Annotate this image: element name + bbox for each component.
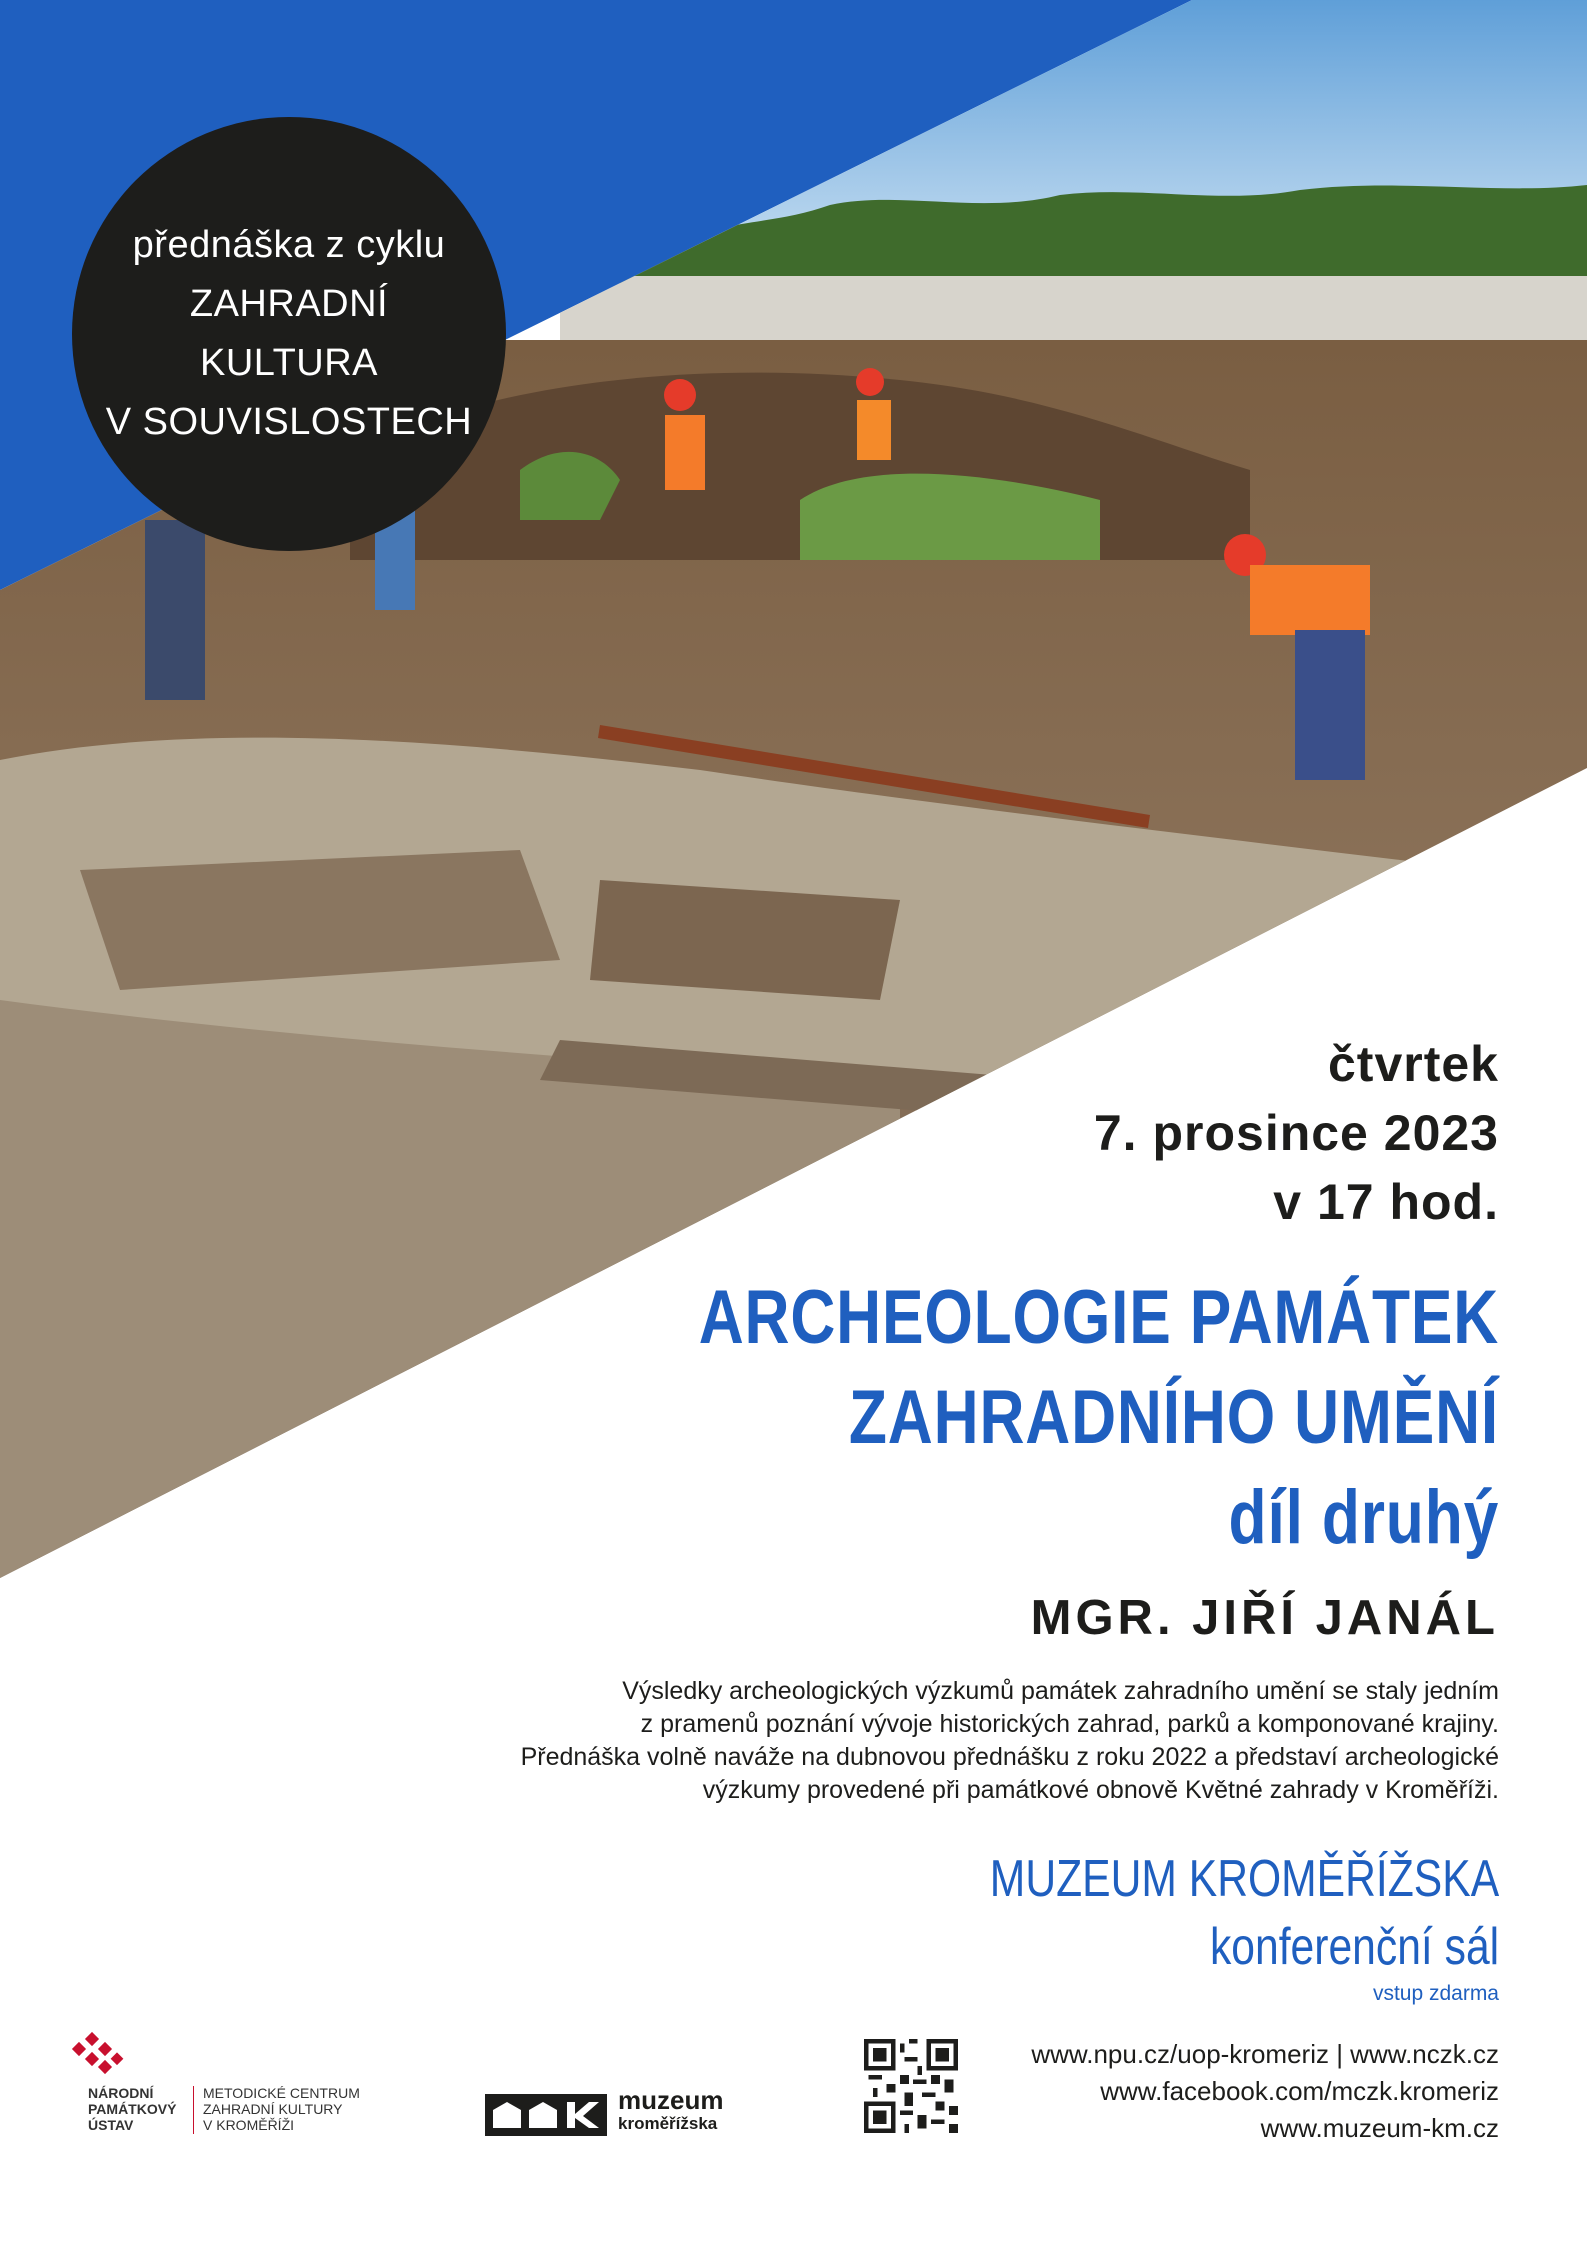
- center-line: METODICKÉ CENTRUM: [203, 2085, 360, 2101]
- npu-line: NÁRODNÍ: [88, 2085, 154, 2101]
- museum-logo-name: muzeum: [618, 2085, 724, 2115]
- methodical-center-name: [203, 2085, 360, 2133]
- link-facebook[interactable]: www.facebook.com/mczk.kromeriz: [1100, 2076, 1499, 2106]
- title-line-2: ZAHRADNÍHO UMĚNÍ: [848, 1375, 1499, 1460]
- series-line-4: V SOUVISLOSTECH: [105, 401, 473, 443]
- lecture-series-badge: [72, 117, 506, 551]
- lecture-title: [699, 1268, 1499, 1568]
- link-npu-nczk[interactable]: www.npu.cz/uop-kromeriz | www.nczk.cz: [1031, 2039, 1499, 2069]
- series-line-3: KULTURA: [199, 342, 379, 384]
- event-time: v 17 hod.: [1273, 1174, 1499, 1230]
- event-datetime: [1094, 1030, 1499, 1237]
- admission-note: vstup zdarma: [1372, 1982, 1499, 2005]
- title-part: díl druhý: [1228, 1475, 1499, 1560]
- museum-logo-subtitle: kroměřížska: [618, 2114, 718, 2133]
- event-day: čtvrtek: [1328, 1036, 1499, 1092]
- lecture-description: [319, 1675, 1499, 1807]
- link-muzeum[interactable]: www.muzeum-km.cz: [1260, 2113, 1499, 2143]
- center-line: V KROMĚŘÍŽI: [203, 2117, 295, 2133]
- series-line-2: ZAHRADNÍ: [189, 283, 389, 325]
- venue-room: konferenční sál: [1209, 1918, 1499, 1976]
- event-date: 7. prosince 2023: [1093, 1105, 1499, 1161]
- qr-code-icon[interactable]: [864, 2039, 958, 2133]
- venue: [990, 1845, 1499, 1981]
- description-line: z pramenů poznání vývoje historických zahrad, parků a komponované krajiny.: [640, 1710, 1499, 1738]
- npu-name: [88, 2085, 176, 2133]
- venue-name: MUZEUM KROMĚŘÍŽSKA: [989, 1850, 1499, 1908]
- title-line-1: ARCHEOLOGIE PAMÁTEK: [698, 1275, 1499, 1360]
- series-line-1: přednáška z cyklu: [132, 224, 446, 266]
- description-line: Přednáška volně naváže na dubnovou přednášku z roku 2022 a představí archeologické: [520, 1743, 1499, 1771]
- museum-logo-icon: [485, 2094, 607, 2136]
- web-links: [1031, 2036, 1499, 2147]
- speaker-name: MGR. JIŘÍ JANÁL: [1030, 1591, 1499, 1645]
- logo-divider: [193, 2086, 194, 2134]
- description-line: Výsledky archeologických výzkumů památek zahradního umění se staly jedním: [622, 1677, 1499, 1705]
- center-line: ZAHRADNÍ KULTURY: [203, 2101, 343, 2117]
- npu-line: ÚSTAV: [88, 2117, 134, 2133]
- npu-logo-icon: [70, 2030, 130, 2080]
- description-line: výzkumy provedené při památkové obnově Květné zahrady v Kroměříži.: [702, 1776, 1499, 1804]
- npu-line: PAMÁTKOVÝ: [88, 2101, 177, 2117]
